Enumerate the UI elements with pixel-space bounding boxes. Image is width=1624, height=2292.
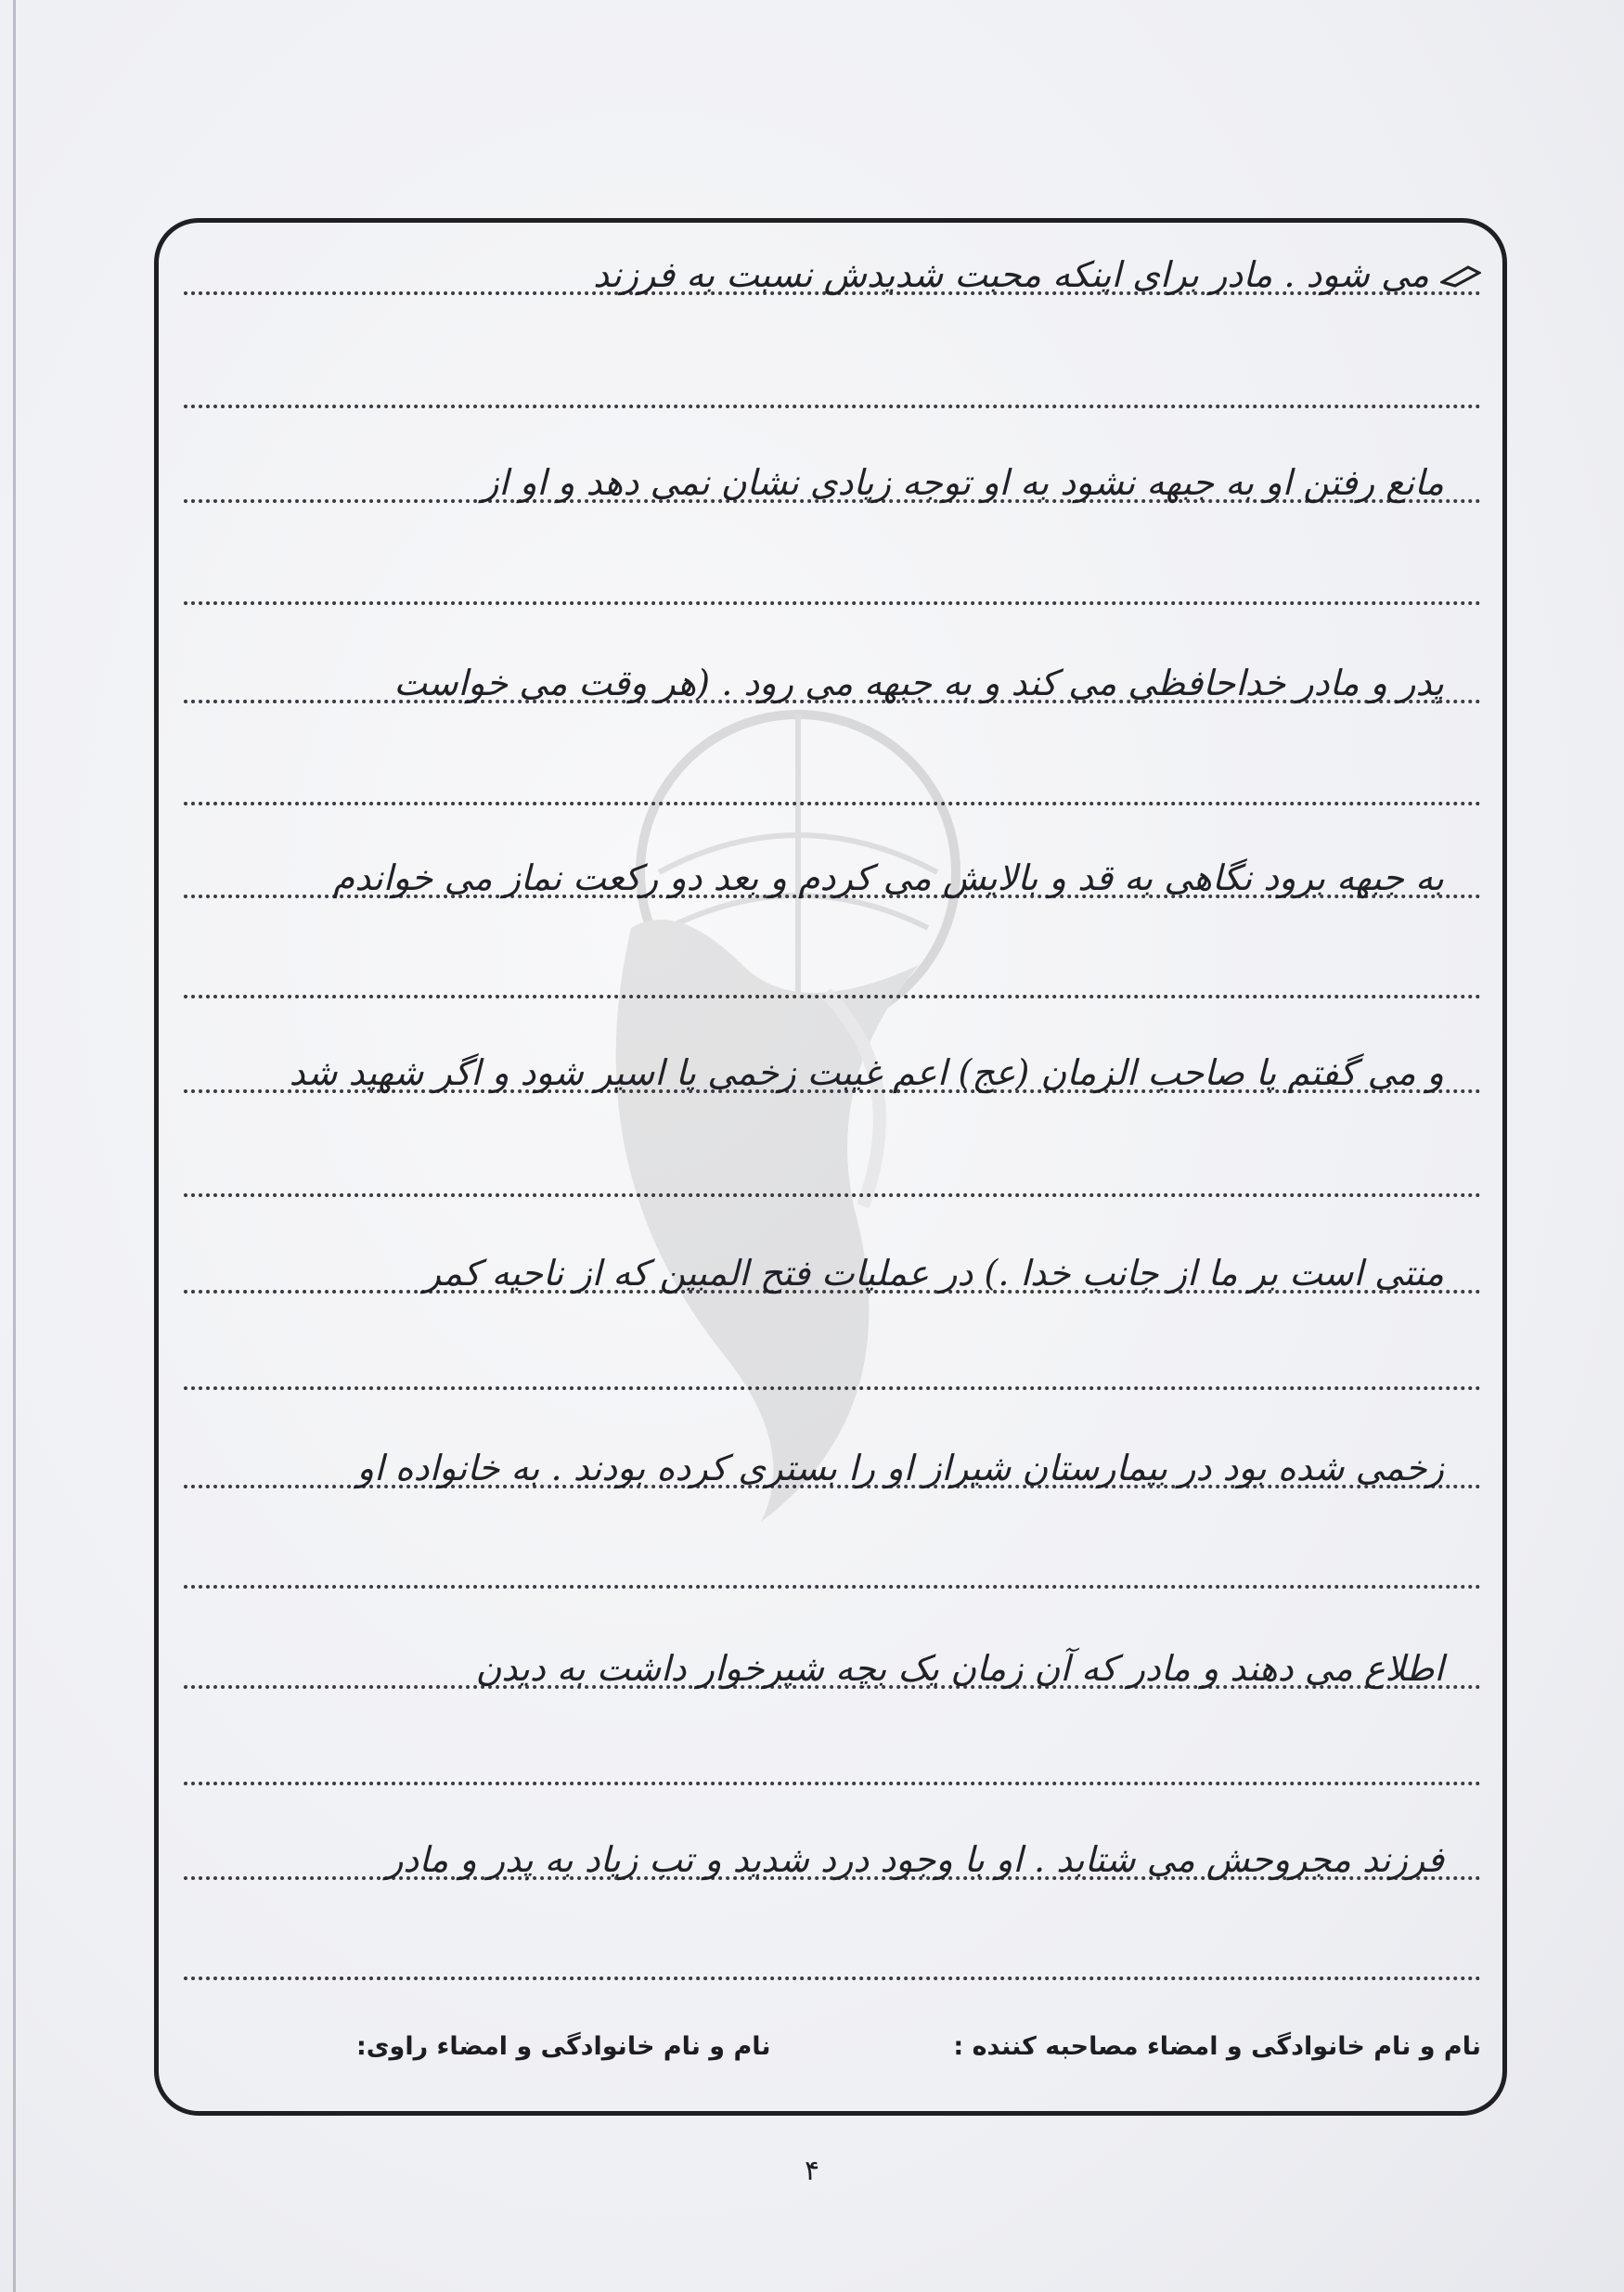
handwritten-line: به جبهه برود نگاهی به قد و بالایش می کردم و بعد دو رکعت نماز می خواندم (332, 857, 1444, 898)
handwritten-line: و می گفتم یا صاحب الزمان (عج) اعم غیبت زخمی یا اسیر شود و اگر شهید شد (289, 1052, 1444, 1093)
interviewer-signature-label: نام و نام خانوادگی و امضاء مصاحبه کننده : (953, 2032, 1481, 2061)
text-line-8 (184, 1626, 1481, 1689)
handwritten-line: پدر و مادر خداحافظی می کند و به جبهه می رود . (هر وقت می خواست (393, 663, 1444, 703)
pen-icon (1440, 264, 1481, 288)
text-line-9 (184, 1817, 1481, 1880)
blank-line (184, 935, 1481, 998)
text-line-6 (184, 1230, 1481, 1294)
text-line-7 (184, 1425, 1481, 1488)
blank-line (184, 742, 1481, 805)
handwritten-line: اطلاع می دهند و مادر که آن زمان یک بچه شیرخوار داشت به دیدن (475, 1648, 1444, 1689)
page-number: ۴ (804, 2155, 820, 2187)
signature-footer (184, 2032, 1481, 2079)
blank-line (184, 1917, 1481, 1980)
blank-line (184, 542, 1481, 605)
text-line-4 (184, 835, 1481, 898)
binding-edge (13, 0, 16, 2292)
handwritten-line: می شود . مادر برای اینکه محبت شدیدش نسبت به فرزند (593, 254, 1429, 295)
text-line-1 (184, 232, 1481, 295)
text-line-5 (184, 1030, 1481, 1093)
blank-line (184, 345, 1481, 408)
blank-line (184, 1327, 1481, 1390)
blank-line (184, 1526, 1481, 1589)
handwritten-line: مانع رفتن او به جبهه نشود به او توجه زیادی نشان نمی دهد و او از (482, 462, 1444, 503)
handwritten-line: منتی است بر ما از جانب خدا .) در عملیات فتح المبین که از ناحیه کمر (423, 1253, 1444, 1294)
narrator-signature-label: نام و نام خانوادگی و امضاء راوی: (356, 2032, 771, 2061)
text-line-2 (184, 440, 1481, 503)
blank-line (184, 1722, 1481, 1785)
handwritten-line: فرزند مجروحش می شتابد . او با وجود درد شدید و تب زیاد به پدر و مادر (386, 1839, 1444, 1880)
handwritten-line: زخمی شده بود در بیمارستان شیراز او را بستری کرده بودند . به خانواده او (356, 1448, 1444, 1488)
text-line-3 (184, 640, 1481, 703)
blank-line (184, 1134, 1481, 1197)
